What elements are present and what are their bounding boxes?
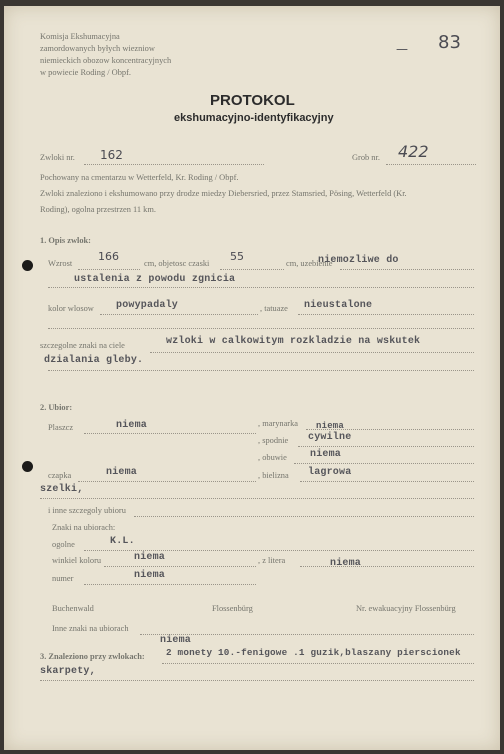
obuwie-value: niema [310,449,342,460]
winkiel-value: niema [134,552,166,563]
section3-value-1: 2 monety 10.-fenigowe .1 guzik,blaszany pierscionek [166,647,461,658]
czapka-label: czapka [48,471,72,480]
czapka-value: niema [106,467,138,478]
marynarka-value: niema [316,421,345,431]
wzrost-value: 166 [98,250,119,263]
section3-heading: 3. Znaleziono przy zwlokach: [40,652,145,661]
tatuaze-label: , tatuaze [260,304,288,313]
section1-heading: 1. Opis zwlok: [40,236,91,245]
szelki-value: szelki, [40,484,84,495]
bielizna-label: , bielizna [258,471,289,480]
znaleziono-line-1: Zwloki znaleziono i ekshumowano przy drodze miedzy Diebersried, przez Stamsried, Pösing, Wetterfeld (Kr. [40,189,407,198]
wzrost-label: Wzrost [48,259,73,268]
uzebienie-value-1: niemozliwe do [318,255,399,266]
kolor-value: powypadaly [116,300,179,311]
czaszka-value: 55 [230,250,244,263]
punch-hole-top [22,260,33,271]
marynarka-label: , marynarka [258,419,298,428]
winkiel-label: winkiel koloru [52,556,102,565]
flossenburg-label: Flossenbürg [212,604,253,613]
litera-value: niema [330,558,362,569]
zwloki-value: 162 [100,148,123,162]
grob-label: Grob nr. [352,153,380,162]
litera-label: , z litera [258,556,286,565]
pochowany-line: Pochowany na cmentarzu w Wetterfeld, Kr. Roding / Obpf. [40,173,239,182]
numer-value: niema [134,570,166,581]
inne-szczegoly-label: i inne szczegoly ubioru [48,506,126,515]
ewakuacyjny-label: Nr. ewakuacyjny Flossenbürg [356,604,456,613]
spodnie-value: cywilne [308,432,352,443]
punch-hole-bottom [22,461,33,472]
znaki-na-ubiorach-label: Znaki na ubiorach: [52,523,116,532]
org-line-2: zamordowanych byłych wiezniow [40,44,155,53]
kolor-label: kolor wlosow [48,304,94,313]
znaki-label: szczegolne znaki na ciele [40,341,125,350]
document-title: PROTOKOL [210,92,295,109]
znaki-value-2: dzialania gleby. [44,355,144,366]
plaszcz-label: Plaszcz [48,423,74,432]
section3-value-2: skarpety, [40,666,96,677]
grob-value: 422 [398,142,429,161]
spodnie-label: , spodnie [258,436,289,445]
section3-above-value: niema [160,635,192,646]
znaki-value-1: wzloki w calkowitym rozkladzie na wskutek [166,336,421,347]
org-line-1: Komisja Ekshumacyjna [40,32,120,41]
bielizna-value: lagrowa [308,467,352,478]
tatuaze-value: nieustalone [304,300,373,311]
plaszcz-value: niema [116,420,148,431]
section2-heading: 2. Ubior: [40,403,73,412]
zwloki-label: Zwloki nr. [40,153,75,162]
wzrost-unit-label: cm, objetosc czaski [144,259,210,268]
ogolne-label: ogolne [52,540,75,549]
document-page [4,6,500,750]
numer-label: numer [52,574,74,583]
header-dash: — [396,42,408,56]
uzebienie-value-2: ustalenia z powodu zgnicia [74,274,236,285]
buchenwald-label: Buchenwald [52,604,94,613]
inne-znaki-label: Inne znaki na ubiorach [52,624,129,633]
page-number: 83 [438,32,461,53]
document-subtitle: ekshumacyjno-identyfikacyjny [174,112,334,124]
znaleziono-line-2: Roding), ogolna przestrzen 11 km. [40,205,156,214]
org-line-4: w powiecie Roding / Obpf. [40,68,131,77]
ogolne-value: K.L. [110,536,135,547]
obuwie-label: , obuwie [258,453,287,462]
czaszka-unit-label: cm, uzebienie [286,259,333,268]
org-line-3: niemieckich obozow koncentracyjnych [40,56,172,65]
